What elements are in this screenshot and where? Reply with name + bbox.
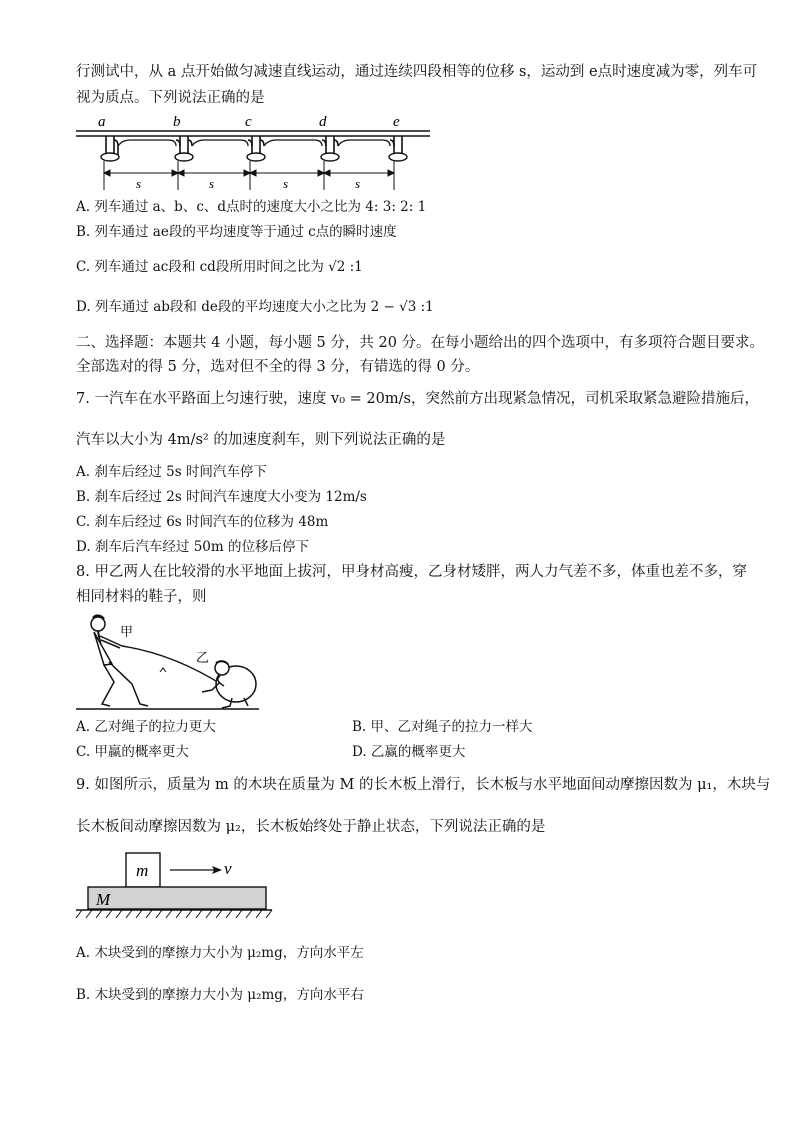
q6-option-b: B. 列车通过 ae段的平均速度等于通过 c点的瞬时速度 <box>76 224 397 240</box>
point-d-label: d <box>319 114 327 130</box>
q7-option-c: C. 刹车后经过 6s 时间汽车的位移为 48m <box>76 514 329 530</box>
block-on-board-figure <box>76 850 276 922</box>
q8-option-c: C. 甲赢的概率更大 <box>76 744 189 760</box>
q7-option-d: D. 刹车后汽车经过 50m 的位移后停下 <box>76 539 309 555</box>
q8-option-d: D. 乙赢的概率更大 <box>352 744 466 760</box>
q7-stem-line2: 汽车以大小为 4m/s² 的加速度刹车，则下列说法正确的是 <box>76 432 446 448</box>
q8-stem-line2: 相同材料的鞋子，则 <box>76 589 207 605</box>
q9-option-a: A. 木块受到的摩擦力大小为 μ₂mg，方向水平左 <box>76 945 364 961</box>
train-track-figure <box>70 110 440 194</box>
q6-option-c: C. 列车通过 ac段和 cd段所用时间之比为 √2 :1 <box>76 259 363 275</box>
tug-of-war-figure <box>74 612 264 712</box>
point-c-label: c <box>245 114 252 130</box>
velocity-label: v <box>224 859 232 878</box>
q8-option-b: B. 甲、乙对绳子的拉力一样大 <box>352 719 533 735</box>
point-e-label: e <box>393 114 400 130</box>
q6-option-a: A. 列车通过 a、b、c、d点时的速度大小之比为 4: 3: 2: 1 <box>76 199 427 215</box>
board-M-label: M <box>96 890 111 909</box>
q6-option-d: D. 列车通过 ab段和 de段的平均速度大小之比为 2 − √3 :1 <box>76 299 434 315</box>
section2-header-line1: 二、选择题：本题共 4 小题，每小题 5 分，共 20 分。在每小题给出的四个选项中，有多项符合题目要求。 <box>76 335 765 351</box>
block-m-label: m <box>136 861 149 880</box>
q7-stem-line1: 7. 一汽车在水平路面上匀速行驶，速度 v₀ = 20m/s，突然前方出现紧急情况，司机采取紧急避险措施后， <box>76 391 759 407</box>
point-b-label: b <box>173 114 181 130</box>
q9-stem-line2: 长木板间动摩擦因数为 μ₂，长木板始终处于静止状态，下列说法正确的是 <box>76 819 546 835</box>
section2-header-line2: 全部选对的得 5 分，选对但不全的得 3 分，有错选的得 0 分。 <box>76 359 480 375</box>
q6-stem-line2: 视为质点。下列说法正确的是 <box>76 90 265 106</box>
q8-option-a: A. 乙对绳子的拉力更大 <box>76 719 216 735</box>
q9-stem-line1: 9. 如图所示，质量为 m 的木块在质量为 M 的长木板上滑行，长木板与水平地面间动摩擦因数为 μ₁，木块与 <box>76 777 771 793</box>
q7-option-b: B. 刹车后经过 2s 时间汽车速度大小变为 12m/s <box>76 489 367 505</box>
segment-label-4: s <box>355 176 361 191</box>
label-yi: 乙 <box>196 651 210 666</box>
segment-label-2: s <box>209 176 215 191</box>
segment-label-3: s <box>283 176 289 191</box>
point-a-label: a <box>98 114 106 130</box>
segment-label-1: s <box>136 176 142 191</box>
q9-option-b: B. 木块受到的摩擦力大小为 μ₂mg，方向水平右 <box>76 987 364 1003</box>
q8-stem-line1: 8. 甲乙两人在比较滑的水平地面上拔河，甲身材高瘦，乙身材矮胖，两人力气差不多，体重也差不多，穿 <box>76 564 747 580</box>
q7-option-a: A. 刹车后经过 5s 时间汽车停下 <box>76 464 267 480</box>
q6-stem-line1: 行测试中，从 a 点开始做匀减速直线运动，通过连续四段相等的位移 s，运动到 e点时速度减为零，列车可 <box>76 64 758 80</box>
label-jia: 甲 <box>120 625 134 640</box>
